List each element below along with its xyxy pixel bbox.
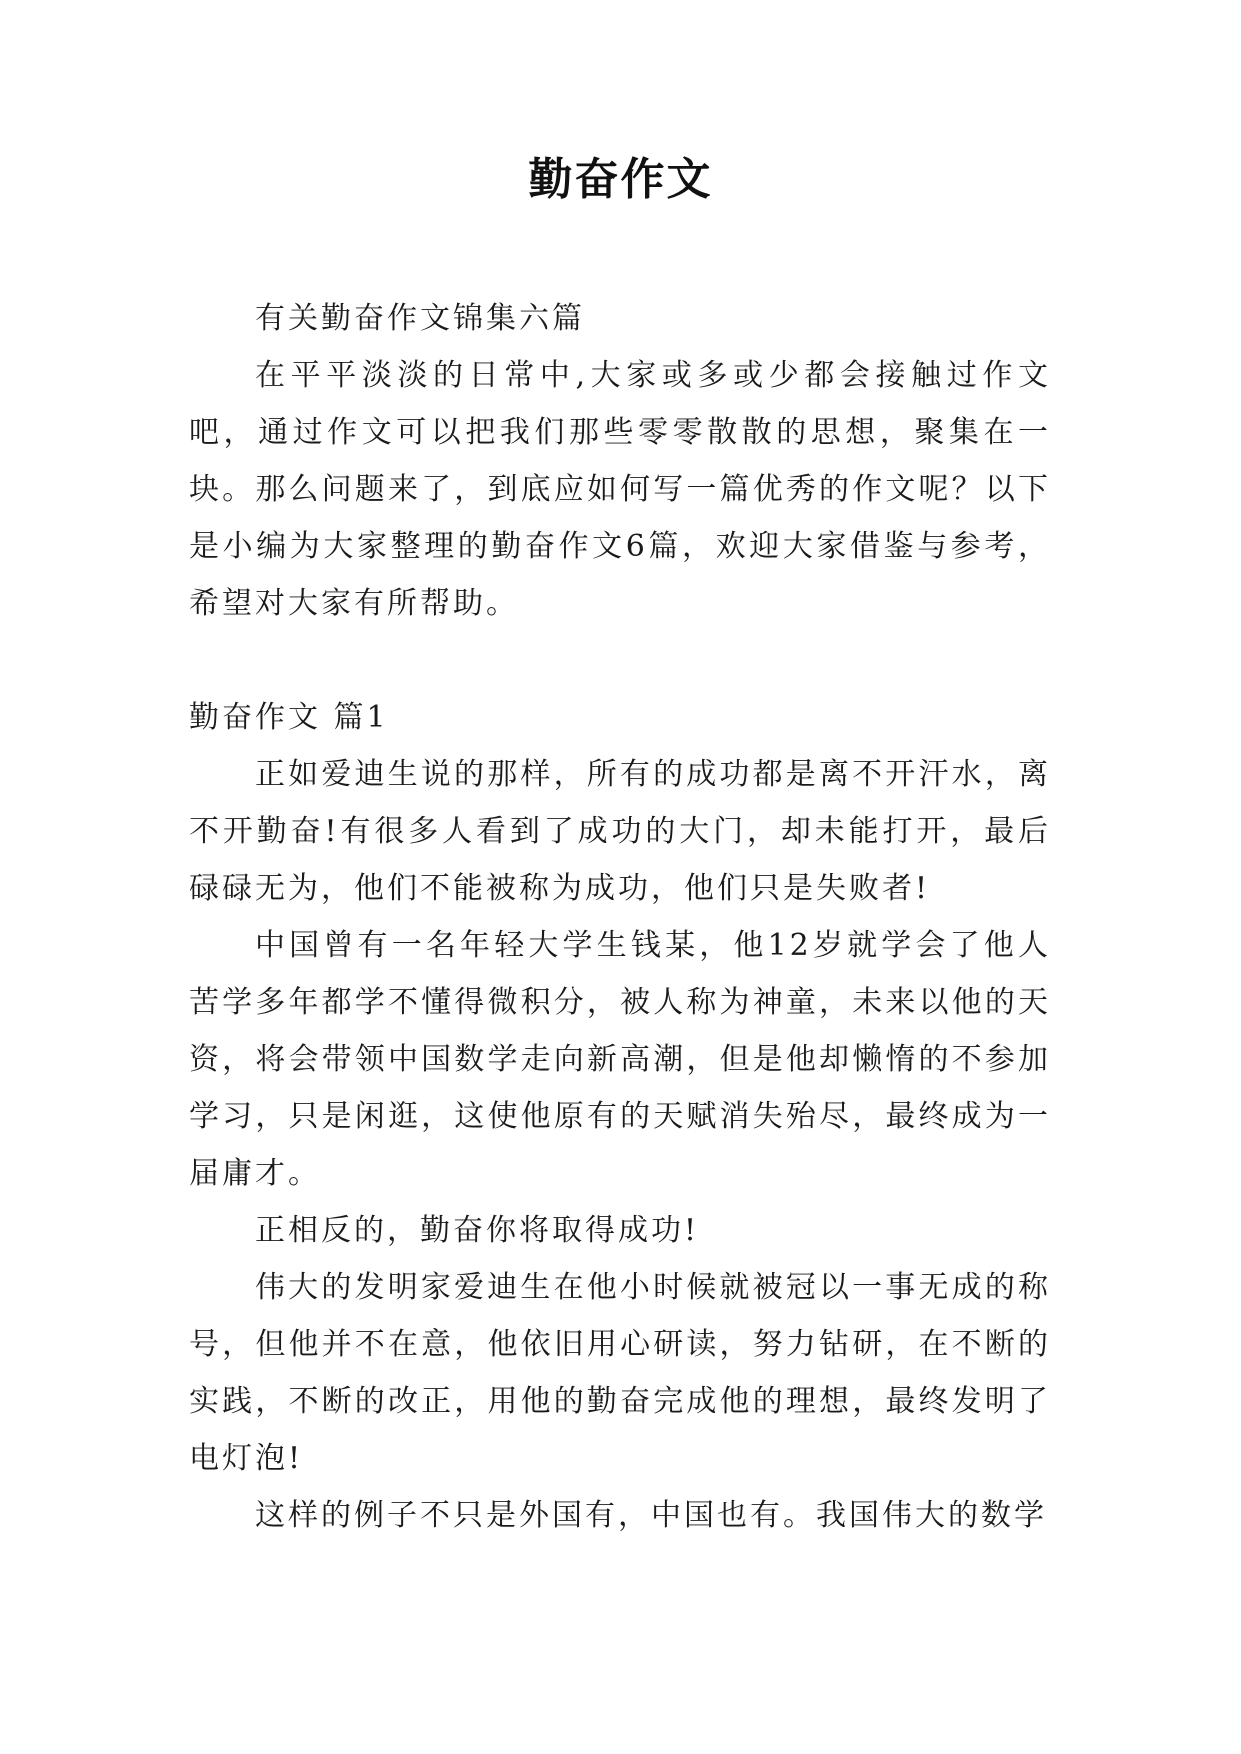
body-paragraph: 中国曾有一名年轻大学生钱某，他12岁就学会了他人苦学多年都学不懂得微积分，被人称为神童，未来以他的天资，将会带领中国数学走向新高潮，但是他却懒惰的不参加学习，只是闲逛，这使他原有的天赋消失殆尽，最终成为一届庸才。: [189, 928, 1051, 1191]
body-paragraph: 伟大的发明家爱迪生在他小时候就被冠以一事无成的称号，但他并不在意，他依旧用心研读，努力钻研，在不断的实践，不断的改正，用他的勤奋完成他的理想，最终发明了电灯泡!: [189, 1270, 1051, 1476]
document-body: [189, 290, 1051, 1544]
body-paragraph: 正相反的，勤奋你将取得成功!: [255, 1213, 700, 1248]
body-paragraph: 这样的例子不只是外国有，中国也有。我国伟大的数学: [255, 1498, 1047, 1533]
document-title: 勤奋作文: [528, 154, 713, 205]
section-spacer: [189, 632, 1051, 689]
document-subtitle: 有关勤奋作文锦集六篇: [255, 301, 585, 336]
body-paragraph: 正如爱迪生说的那样，所有的成功都是离不开汗水，离不开勤奋!有很多人看到了成功的大门，却未能打开，最后碌碌无为，他们不能被称为成功，他们只是失败者!: [189, 757, 1051, 906]
section-heading: 勤奋作文 篇1: [189, 700, 389, 735]
intro-paragraph: 在平平淡淡的日常中,大家或多或少都会接触过作文吧，通过作文可以把我们那些零零散散的思想，聚集在一块。那么问题来了，到底应如何写一篇优秀的作文呢？以下是小编为大家整理的勤奋作文6篇，欢迎大家借鉴与参考，希望对大家有所帮助。: [189, 358, 1051, 621]
